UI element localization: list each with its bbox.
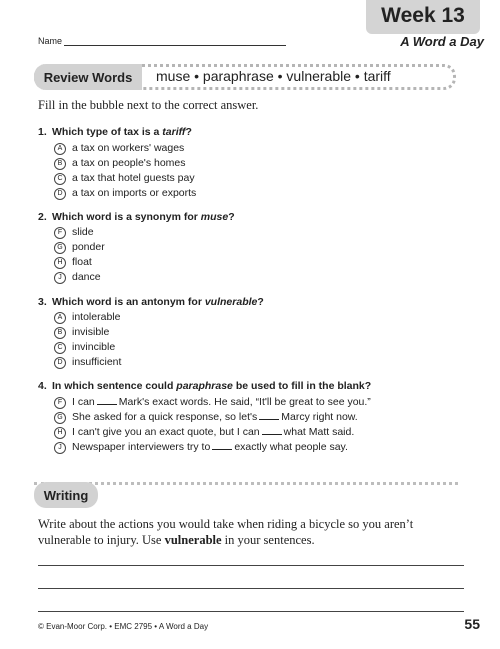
- answer-bubble[interactable]: D: [54, 357, 66, 369]
- option-3d[interactable]: D insufficient: [54, 356, 121, 369]
- question-number: 4.: [38, 380, 47, 392]
- page-subtitle: A Word a Day: [400, 34, 484, 49]
- question-2: 2. Which word is a synonym for muse?: [38, 211, 235, 223]
- writing-line[interactable]: [38, 565, 464, 566]
- page-number: 55: [464, 616, 480, 632]
- question-4: 4. In which sentence could paraphrase be used to fill in the blank?: [38, 380, 372, 392]
- answer-bubble[interactable]: C: [54, 342, 66, 354]
- blank-line: [259, 419, 279, 420]
- answer-bubble[interactable]: B: [54, 158, 66, 170]
- question-number: 2.: [38, 211, 47, 223]
- answer-bubble[interactable]: J: [54, 442, 66, 454]
- option-2j[interactable]: J dance: [54, 271, 101, 284]
- answer-bubble[interactable]: B: [54, 327, 66, 339]
- option-1d[interactable]: D a tax on imports or exports: [54, 187, 196, 200]
- answer-bubble[interactable]: A: [54, 312, 66, 324]
- name-field[interactable]: [64, 45, 286, 46]
- option-4h[interactable]: H I can't give you an exact quote, but I can what Matt said.: [54, 426, 354, 439]
- answer-bubble[interactable]: G: [54, 242, 66, 254]
- question-3: 3. Which word is an antonym for vulnerable?: [38, 296, 264, 308]
- writing-label: Writing: [43, 488, 89, 503]
- option-1b[interactable]: B a tax on people's homes: [54, 157, 186, 170]
- option-3c[interactable]: C invincible: [54, 341, 115, 354]
- review-words-list: muse • paraphrase • vulnerable • tariff: [156, 68, 391, 84]
- option-4j[interactable]: J Newspaper interviewers try to exactly what people say.: [54, 441, 348, 454]
- answer-bubble[interactable]: J: [54, 272, 66, 284]
- review-words-label: Review Words: [43, 70, 133, 85]
- week-title: Week 13: [381, 4, 465, 27]
- option-1c[interactable]: C a tax that hotel guests pay: [54, 172, 195, 185]
- footer-credit: © Evan-Moor Corp. • EMC 2795 • A Word a Day: [38, 622, 209, 631]
- answer-bubble[interactable]: C: [54, 173, 66, 185]
- option-4g[interactable]: G She asked for a quick response, so let's Marcy right now.: [54, 411, 358, 424]
- option-2g[interactable]: G ponder: [54, 241, 105, 254]
- writing-line[interactable]: [38, 611, 464, 612]
- name-label: Name: [38, 36, 63, 46]
- question-number: 3.: [38, 296, 47, 308]
- option-3a[interactable]: A intolerable: [54, 311, 120, 324]
- writing-prompt: Write about the actions you would take when riding a bicycle so you aren’t vulnerable to injury. Use vulnerable in your sentences.: [38, 517, 414, 547]
- answer-bubble[interactable]: G: [54, 412, 66, 424]
- option-1a[interactable]: A a tax on workers' wages: [54, 142, 184, 155]
- blank-line: [262, 434, 282, 435]
- option-3b[interactable]: B invisible: [54, 326, 109, 339]
- answer-bubble[interactable]: H: [54, 257, 66, 269]
- answer-bubble[interactable]: D: [54, 188, 66, 200]
- writing-line[interactable]: [38, 588, 464, 589]
- answer-bubble[interactable]: A: [54, 143, 66, 155]
- answer-bubble[interactable]: F: [54, 397, 66, 409]
- blank-line: [212, 449, 232, 450]
- answer-bubble[interactable]: F: [54, 227, 66, 239]
- instruction: Fill in the bubble next to the correct answer.: [38, 98, 259, 112]
- option-2f[interactable]: F slide: [54, 226, 94, 239]
- option-2h[interactable]: H float: [54, 256, 92, 269]
- question-1: 1. Which type of tax is a tariff?: [38, 126, 192, 138]
- option-4f[interactable]: F I can Mark's exact words. He said, “It'll be great to see you.”: [54, 396, 371, 409]
- blank-line: [97, 404, 117, 405]
- question-number: 1.: [38, 126, 47, 138]
- answer-bubble[interactable]: H: [54, 427, 66, 439]
